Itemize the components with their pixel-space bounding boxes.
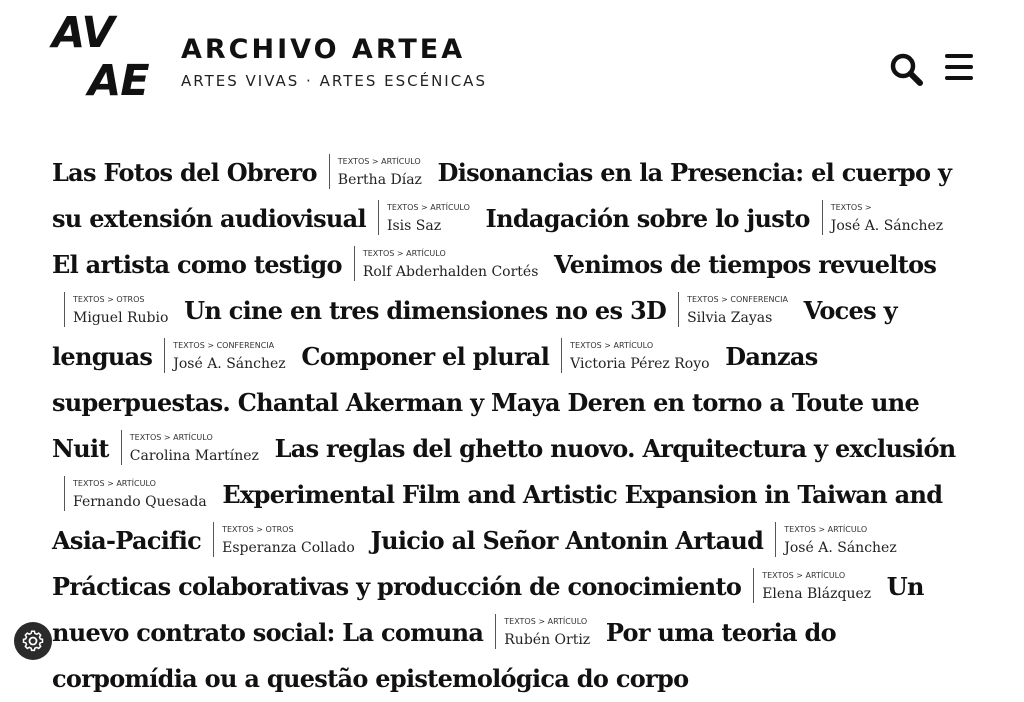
entry-title-link[interactable]: Por uma teoria do corpomídia ou a questão epistemológica do corpo [52, 618, 836, 693]
entry-category: TEXTOS > ARTÍCULO [73, 479, 156, 488]
entry-author-link[interactable]: Elena Blázquez [762, 586, 872, 602]
entry-category: TEXTOS > ARTÍCULO [570, 341, 654, 350]
entry-meta [775, 522, 896, 557]
entry-author-link[interactable]: José A. Sánchez [830, 218, 944, 234]
entry-meta [354, 246, 539, 281]
entry-title-link[interactable]: El artista como testigo [52, 250, 342, 279]
entry-title-link[interactable]: Juicio al Señor Antonin Artaud [370, 526, 764, 555]
entry-author-link[interactable]: Bertha Díaz [337, 172, 422, 188]
entry-title-link[interactable]: Prácticas colaborativas y producción de conocimiento [52, 572, 742, 601]
entry-author-link[interactable]: Isis Saz [386, 218, 442, 234]
entry-author-link[interactable]: Rolf Abderhalden Cortés [362, 264, 539, 280]
entry-category: TEXTOS > ARTÍCULO [784, 525, 868, 534]
entry-category: TEXTOS > CONFERENCIA [173, 341, 275, 350]
entry-title-link[interactable]: Un nuevo contrato social: La comuna [52, 572, 924, 647]
entry-title-link[interactable]: Componer el plural [301, 342, 550, 371]
archive-list [52, 150, 972, 702]
entry-category: TEXTOS > [830, 203, 872, 212]
entry-title-link[interactable]: Las reglas del ghetto nuovo. Arquitectura y exclusión [274, 434, 956, 463]
entry-meta [121, 430, 259, 465]
entry-meta [678, 292, 788, 327]
entry-category: TEXTOS > ARTÍCULO [129, 433, 213, 442]
entry-author-link[interactable]: José A. Sánchez [173, 356, 286, 372]
archive-entry [301, 342, 717, 371]
entry-meta [164, 338, 285, 373]
entry-title-link[interactable]: Disonancias en la Presencia: el cuerpo y su extensión audiovisual [52, 158, 952, 233]
menu-button[interactable] [944, 53, 974, 81]
site-logo[interactable] [52, 8, 158, 112]
search-button[interactable] [889, 52, 923, 86]
entry-category: TEXTOS > ARTÍCULO [337, 157, 421, 166]
entry-title-link[interactable]: Experimental Film and Artistic Expansion in Taiwan and Asia-Pacific [52, 480, 943, 555]
entry-meta [329, 154, 422, 189]
entry-title-link[interactable]: Danzas superpuestas. Chantal Akerman y Maya Deren en torno a Toute une Nuit [52, 342, 920, 463]
entry-meta [561, 338, 709, 373]
entry-category: TEXTOS > ARTÍCULO [504, 617, 588, 626]
entry-author-link[interactable]: José A. Sánchez [784, 540, 897, 556]
entry-author-link[interactable]: Esperanza Collado [222, 540, 355, 556]
hamburger-menu-icon [944, 53, 974, 81]
entry-category: TEXTOS > ARTÍCULO [386, 203, 470, 212]
entry-meta [378, 200, 470, 235]
entry-author-link[interactable]: Rubén Ortiz [504, 632, 591, 648]
archive-entry [486, 204, 952, 233]
site-title[interactable]: ARCHIVO ARTEA [181, 34, 466, 65]
search-icon [889, 52, 923, 86]
entry-title-link[interactable]: Indagación sobre lo justo [485, 204, 810, 233]
logo-mark-line2: AE [88, 56, 149, 106]
entry-category: TEXTOS > ARTÍCULO [762, 571, 846, 580]
entry-meta [495, 614, 590, 649]
entry-title-link[interactable]: Venimos de tiempos revueltos [554, 250, 937, 279]
entry-title-link[interactable]: Un cine en tres dimensiones no es 3D [184, 296, 667, 325]
logo-mark-line1: AV [52, 8, 114, 58]
entry-title-link[interactable]: Las Fotos del Obrero [52, 158, 317, 187]
entry-meta [822, 200, 943, 235]
archive-entry [52, 250, 546, 279]
entry-category: TEXTOS > OTROS [222, 525, 294, 534]
entry-meta [64, 476, 207, 511]
entry-category: TEXTOS > ARTÍCULO [362, 249, 446, 258]
entry-category: TEXTOS > OTROS [73, 295, 145, 304]
entries-flow [52, 150, 972, 702]
archive-entry [370, 526, 904, 555]
entry-category: TEXTOS > CONFERENCIA [687, 295, 788, 304]
entry-author-link[interactable]: Silvia Zayas [687, 310, 773, 326]
cookie-settings-button[interactable] [14, 622, 52, 660]
entry-meta [213, 522, 355, 557]
site-tagline: ARTES VIVAS · ARTES ESCÉNICAS [181, 72, 487, 90]
archive-entry [52, 158, 430, 187]
site-header [0, 0, 1024, 130]
archive-entry [52, 572, 879, 601]
entry-author-link[interactable]: Victoria Pérez Royo [570, 356, 710, 372]
entry-author-link[interactable]: Carolina Martínez [129, 448, 259, 464]
entry-meta [64, 292, 168, 327]
entry-title-link[interactable]: Voces y lenguas [52, 296, 897, 371]
entry-author-link[interactable]: Fernando Quesada [73, 494, 207, 510]
entry-author-link[interactable]: Miguel Rubio [73, 310, 169, 326]
archive-entry [184, 296, 796, 325]
gear-icon [14, 622, 52, 660]
entry-meta [753, 568, 871, 603]
